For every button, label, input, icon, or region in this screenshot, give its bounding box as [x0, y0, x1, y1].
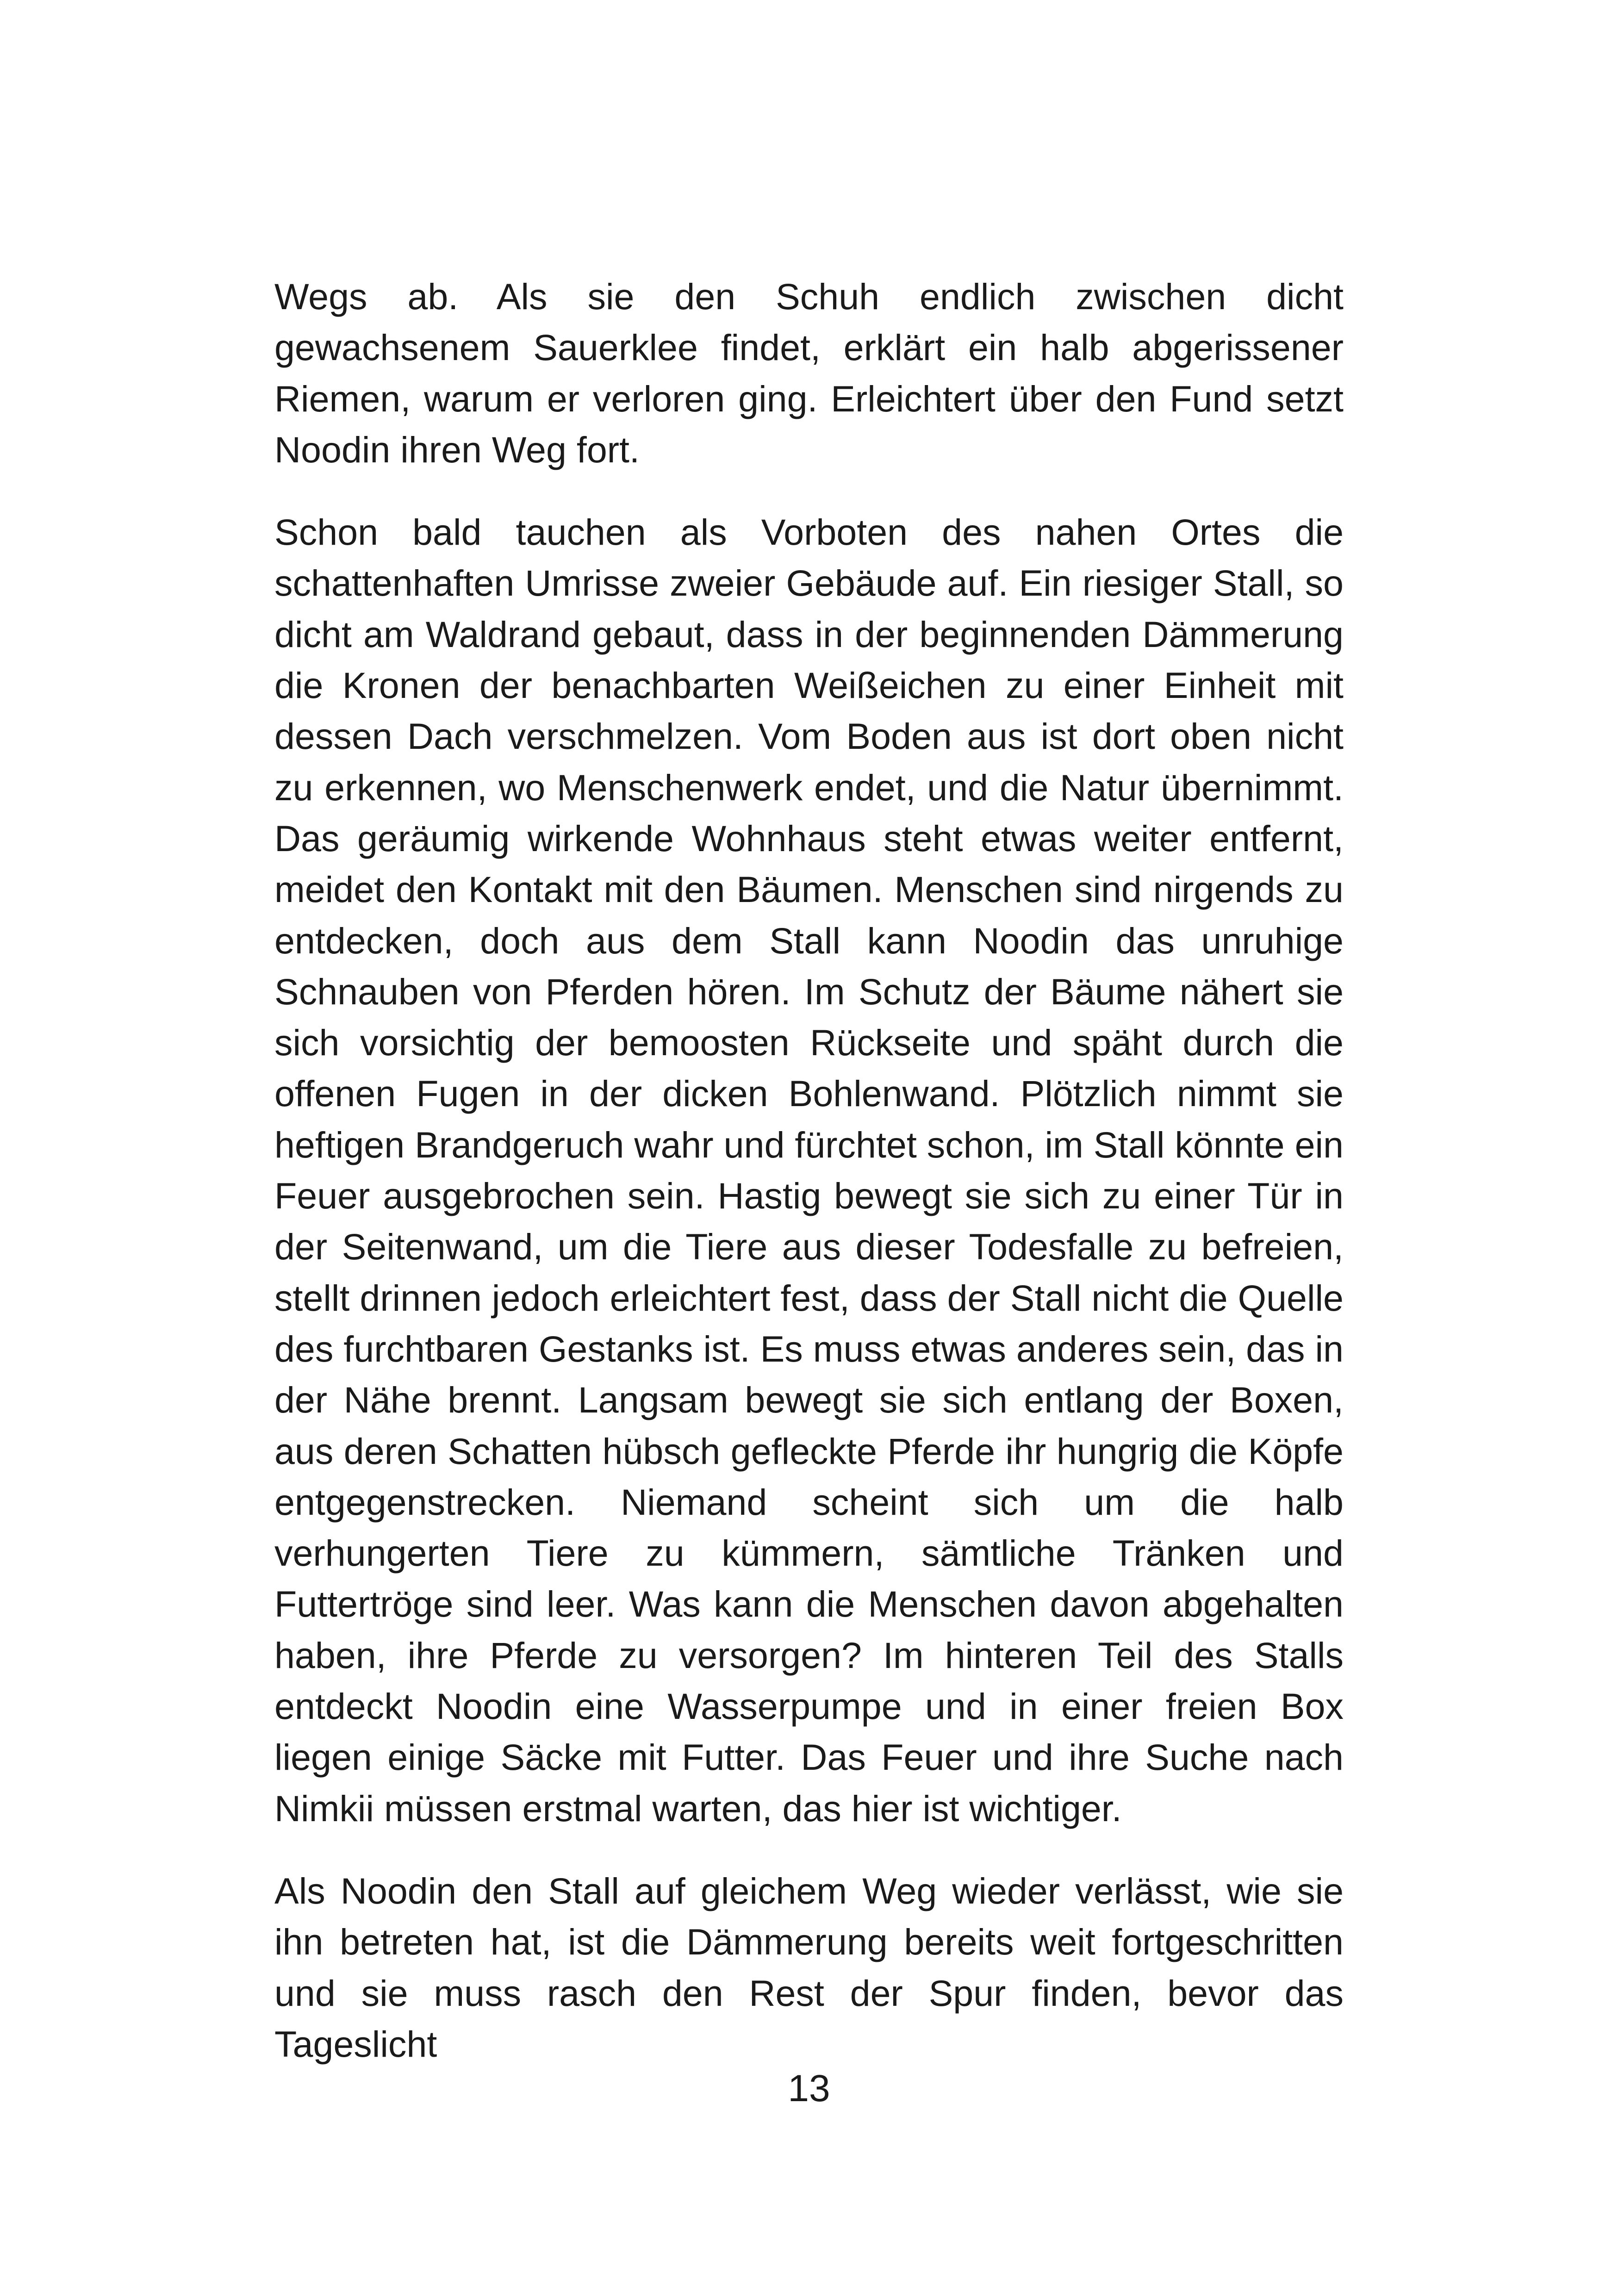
body-text	[274, 271, 1344, 2070]
paragraph: Schon bald tauchen als Vorboten des nahen Ortes die schattenhaften Umrisse zweier Gebäude auf. Ein riesiger Stall, so dicht am Waldrand gebaut, dass in der beginnenden Dämmerung die Kronen der benachbarten Weißeichen zu einer Einheit mit dessen Dach verschmelzen. Vom Boden aus ist dort oben nicht zu erkennen, wo Menschenwerk endet, und die Natur übernimmt. Das geräumig wirkende Wohnhaus steht etwas weiter entfernt, meidet den Kontakt mit den Bäumen. Menschen sind nirgends zu entdecken, doch aus dem Stall kann Noodin das unruhige Schnauben von Pferden hören. Im Schutz der Bäume nähert sie sich vorsichtig der bemoosten Rückseite und späht durch die offenen Fugen in der dicken Bohlenwand. Plötzlich nimmt sie heftigen Brandgeruch wahr und fürchtet schon, im Stall könnte ein Feuer ausgebrochen sein. Hastig bewegt sie sich zu einer Tür in der Seitenwand, um die Tiere aus dieser Todesfalle zu befreien, stellt drinnen jedoch erleichtert fest, dass der Stall nicht die Quelle des furchtbaren Gestanks ist. Es muss etwas anderes sein, das in der Nähe brennt. Langsam bewegt sie sich entlang der Boxen, aus deren Schatten hübsch gefleckte Pferde ihr hungrig die Köpfe entgegenstrecken. Niemand scheint sich um die halb verhungerten Tiere zu kümmern, sämtliche Tränken und Futtertröge sind leer. Was kann die Menschen davon abgehalten haben, ihre Pferde zu versorgen? Im hinteren Teil des Stalls entdeckt Noodin eine Wasserpumpe und in einer freien Box liegen einige Säcke mit Futter. Das Feuer und ihre Suche nach Nimkii müssen erstmal warten, das hier ist wichtiger.	[274, 511, 1344, 1829]
paragraph: Wegs ab. Als sie den Schuh endlich zwischen dicht gewachsenem Sauerklee findet, erklärt ein halb abgerissener Riemen, warum er verloren ging. Erleichtert über den Fund setzt Noodin ihren Weg fort.	[274, 276, 1344, 470]
page-number: 13	[788, 2067, 830, 2109]
paragraph: Als Noodin den Stall auf gleichem Weg wieder verlässt, wie sie ihn betreten hat, ist die Dämmerung bereits weit fortgeschritten und sie muss rasch den Rest der Spur finden, bevor das Tageslicht	[274, 1870, 1344, 2065]
